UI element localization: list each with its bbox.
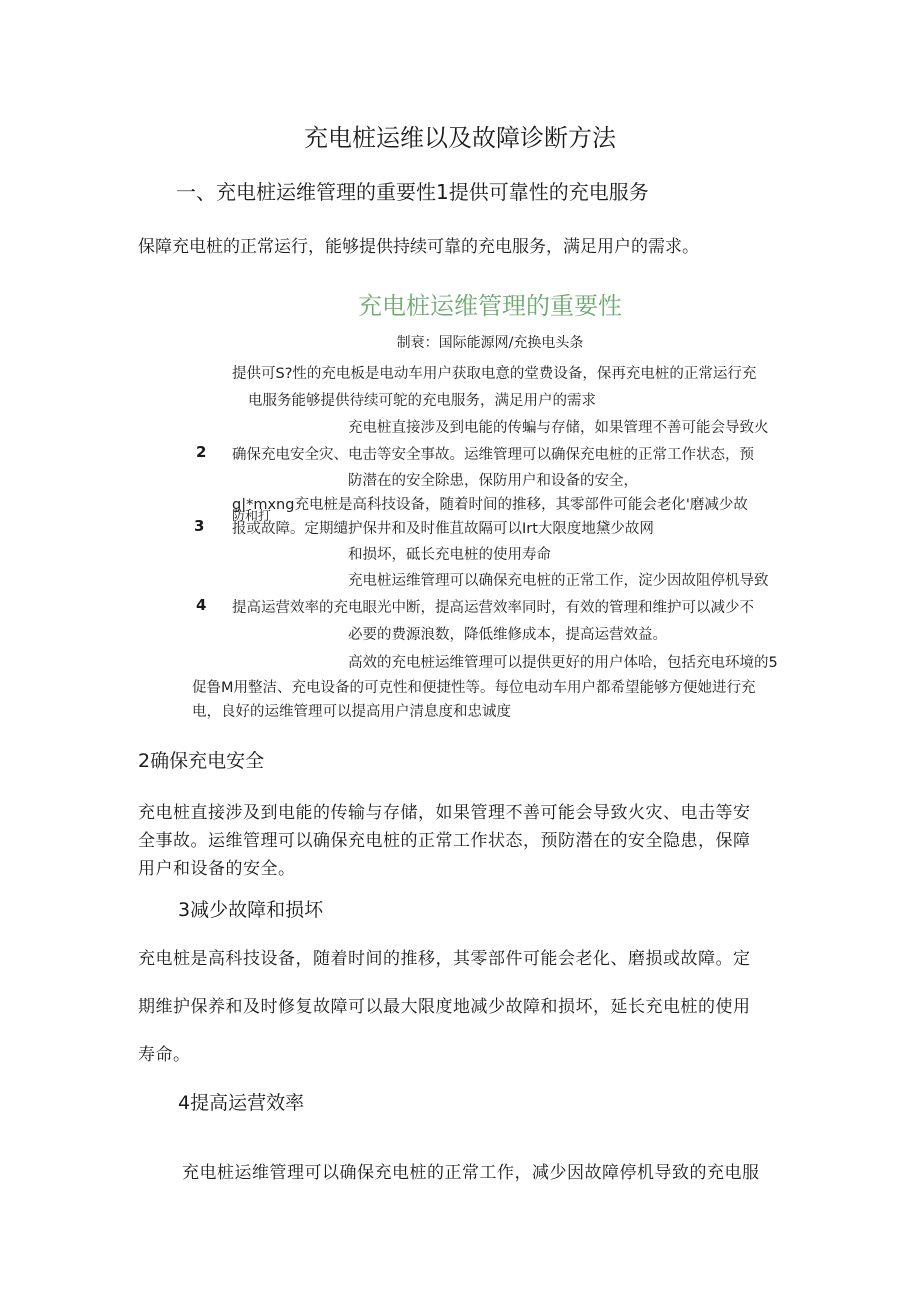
section-3-line: 充电桩是高科技设备，随着时间的推移，其零部件可能会老化、磨损或故障。定 xyxy=(138,949,751,969)
figure-line: 高效的充电桩运维管理可以提供更好的用户体哈，包括充电环境的5 xyxy=(348,655,778,671)
document-title: 充电桩运维以及故障诊断方法 xyxy=(304,124,616,152)
figure-line: 提供可S?性的充电板是电动车用户获取电意的堂费设备，保再充电桩的正常运行充 xyxy=(232,366,757,382)
figure-line: 充电桩运维管理可以确保充电桩的正常工作，淀少因故阻停机导致 xyxy=(348,573,769,589)
figure-line: 确保充电安全灾、电击等安全事故。运维管理可以确保充电桩的正常工作状态，预 xyxy=(232,447,754,463)
section-4-heading: 4提高运营效率 xyxy=(178,1092,305,1114)
section-4-line: 充电桩运维管理可以确保充电桩的正常工作，减少因故障停机导致的充电服 xyxy=(182,1163,760,1183)
figure-title: 充电桩运维管理的重要性 xyxy=(358,292,622,320)
section-1-heading: 一、充电桩运维管理的重要性1提供可靠性的充电服务 xyxy=(176,180,649,204)
section-3-heading: 3减少故障和损坏 xyxy=(178,899,324,921)
section-2-line: 全事故。运维管理可以确保充电桩的正常工作状态，预防潜在的安全隐患，保障 xyxy=(138,831,751,851)
figure-number: 3 xyxy=(194,517,205,535)
figure-line: 防潜在的安全除患，保防用户和设备的安全， xyxy=(348,473,638,489)
figure-number: 2 xyxy=(196,443,207,461)
figure-line: 充电桩直接涉及到电能的传蝙与存储，如果管理不善可能会导致火 xyxy=(348,420,769,436)
figure-line: 必要的费源浪数，降低维修成本，提高运营效益。 xyxy=(348,627,667,643)
figure-line: g|*mxng充电桩是高科技设备，随着时间的推移，其零部件可能会老化'磨减少故 xyxy=(232,497,748,513)
section-1-paragraph: 保障充电桩的正常运行，能够提供持续可靠的充电服务，满足用户的需求。 xyxy=(138,237,699,257)
section-2-line: 充电桩直接涉及到电能的传输与存储，如果管理不善可能会导致火灾、电击等安 xyxy=(138,803,751,823)
figure-number: 4 xyxy=(196,596,207,614)
section-3-line: 期维护保养和及时修复故障可以最大限度地减少故障和损坏，延长充电桩的使用 xyxy=(138,997,751,1017)
figure-line: 和损坏，砥长充电桩的使用寿命 xyxy=(348,547,551,563)
section-3-line: 寿命。 xyxy=(138,1045,191,1065)
section-2-heading: 2确保充电安全 xyxy=(138,750,265,772)
figure-line: 防和打 xyxy=(232,509,272,524)
figure-line: 电服务能够提供待续可鸵的充电服务，满足用户的需求 xyxy=(248,393,596,409)
figure-line: 电，良好的运维管理可以提高用户清息度和忠诚度 xyxy=(192,704,511,720)
figure-line: 促鲁M用整洁、充电设备的可克性和便捷性等。每位电动车用户都希望能够方便她进行充 xyxy=(192,680,756,696)
figure-line: 提高运营效率的充电眼光中断，提高运营效率同时，有效的管理和维护可以减少不 xyxy=(232,600,754,616)
figure-line: 报或故障。定期缱护保井和及时倠苴故隔可以Irt大限度地黛少故网 xyxy=(232,521,654,537)
section-2-line: 用户和设备的安全。 xyxy=(138,859,296,879)
figure-credit: 制衰：国际能源网/充换电头条 xyxy=(396,335,584,351)
